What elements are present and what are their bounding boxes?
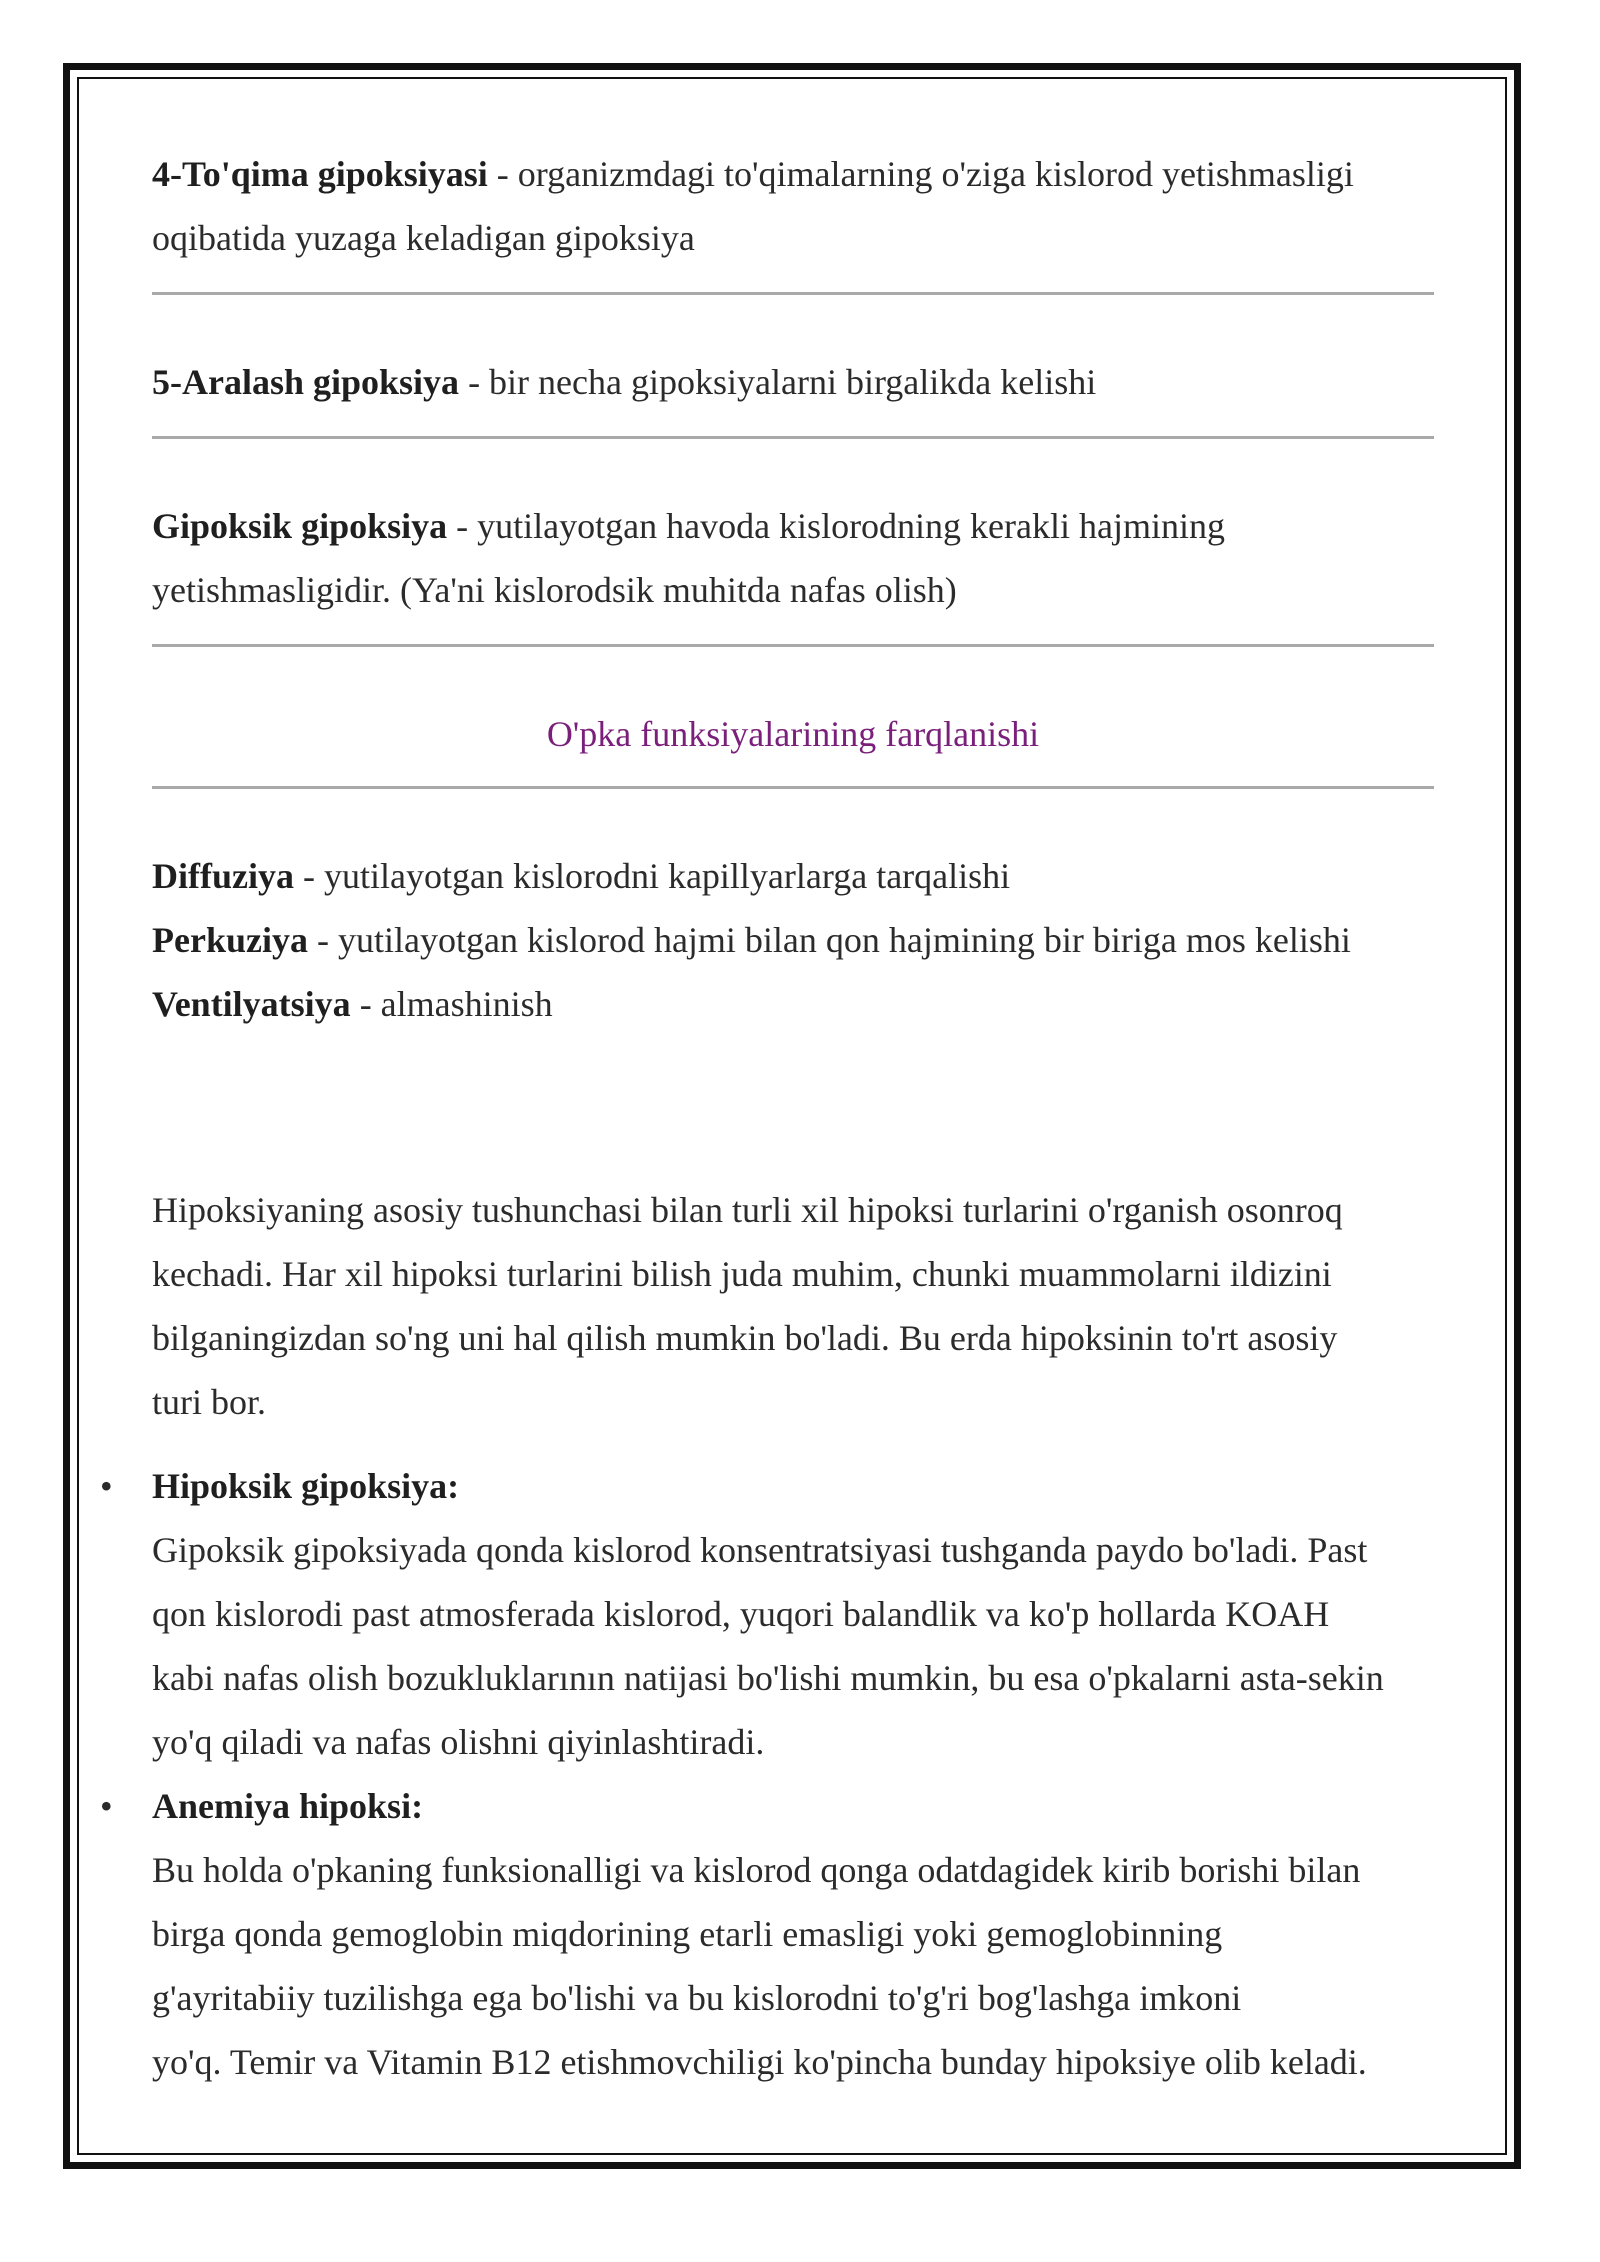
- bullet-line: birga qonda gemoglobin miqdorining etarli emasligi yoki gemoglobinning: [152, 1914, 1223, 1954]
- bullet-marker: •: [100, 1466, 113, 1506]
- definition-text: - yutilayotgan havoda kislorodning kerakli hajmining: [447, 506, 1225, 546]
- function-line: [152, 908, 1434, 972]
- definition-text: - bir necha gipoksiyalarni birgalikda kelishi: [459, 362, 1097, 402]
- function-line: [152, 972, 1434, 1036]
- paragraph-line: Hipoksiyaning asosiy tushunchasi bilan turli xil hipoksi turlarini o'rganish osonroq: [152, 1190, 1343, 1230]
- function-text: - yutilayotgan kislorodni kapillyarlarga tarqalishi: [293, 856, 1011, 896]
- bullet-title: Hipoksik gipoksiya:: [152, 1466, 460, 1506]
- paragraph-line: turi bor.: [152, 1382, 266, 1422]
- paragraph-line: bilganingizdan so'ng uni hal qilish mumkin bo'ladi. Bu erda hipoksinin to'rt asosiy: [152, 1318, 1338, 1358]
- function-line: [152, 844, 1434, 908]
- bullet-marker: •: [100, 1786, 113, 1826]
- definition-line: [152, 142, 1434, 206]
- definition-term: Gipoksik gipoksiya: [152, 506, 448, 546]
- definition-line: yetishmasligidir. (Ya'ni kislorodsik muhitda nafas olish): [152, 570, 957, 610]
- function-term: Diffuziya: [152, 856, 294, 896]
- bullet-line: kabi nafas olish bozukluklarının natijasi bo'lishi mumkin, bu esa o'pkalarni asta-sekin: [152, 1658, 1384, 1698]
- definition-term: 4-To'qima gipoksiyasi: [152, 154, 488, 194]
- separator-rule: [152, 644, 1434, 647]
- separator-rule: [152, 292, 1434, 295]
- bullet-title: Anemiya hipoksi:: [152, 1786, 424, 1826]
- definition-line: [152, 494, 1434, 558]
- bullet-line: qon kislorodi past atmosferada kislorod, yuqori balandlik va ko'p hollarda KOAH: [152, 1594, 1330, 1634]
- bullet-line: Gipoksik gipoksiyada qonda kislorod konsentratsiyasi tushganda paydo bo'ladi. Past: [152, 1530, 1368, 1570]
- bullet-line: g'ayritabiiy tuzilishga ega bo'lishi va bu kislorodni to'g'ri bog'lashga imkoni: [152, 1978, 1242, 2018]
- bullet-line: yo'q qiladi va nafas olishni qiyinlashtiradi.: [152, 1722, 765, 1762]
- section-heading: O'pka funksiyalarining farqlanishi: [546, 714, 1040, 754]
- function-text: - almashinish: [350, 984, 553, 1024]
- function-text: - yutilayotgan kislorod hajmi bilan qon hajmining bir biriga mos kelishi: [307, 920, 1351, 960]
- paragraph-line: kechadi. Har xil hipoksi turlarini bilish juda muhim, chunki muammolarni ildizini: [152, 1254, 1332, 1294]
- separator-rule: [152, 436, 1434, 439]
- definition-line: oqibatida yuzaga keladigan gipoksiya: [152, 218, 695, 258]
- function-term: Perkuziya: [152, 920, 308, 960]
- definition-line: [152, 350, 1434, 414]
- function-term: Ventilyatsiya: [152, 984, 351, 1024]
- bullet-line: Bu holda o'pkaning funksionalligi va kislorod qonga odatdagidek kirib borishi bilan: [152, 1850, 1361, 1890]
- separator-rule: [152, 786, 1434, 789]
- definition-term: 5-Aralash gipoksiya: [152, 362, 460, 402]
- bullet-line: yo'q. Temir va Vitamin B12 etishmovchiligi ko'pincha bunday hipoksiye olib keladi.: [152, 2042, 1367, 2082]
- definition-text: - organizmdagi to'qimalarning o'ziga kislorod yetishmasligi: [487, 154, 1354, 194]
